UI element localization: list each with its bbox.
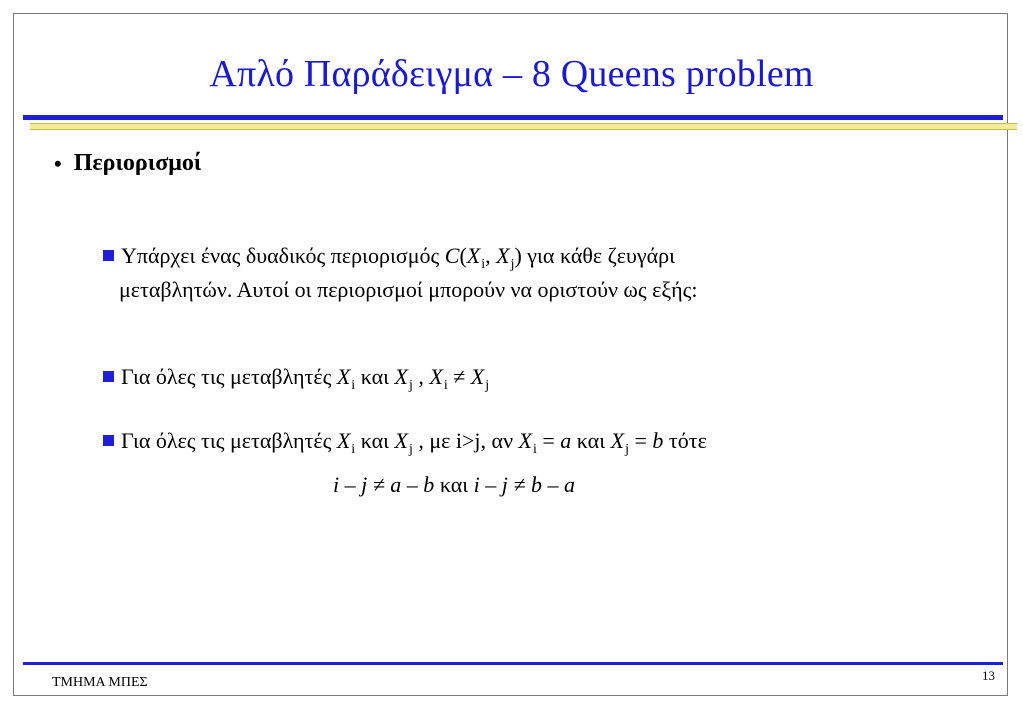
constraint-item-1: Υπάρχει ένας δυαδικός περιορισμός $C(X_i$, $X_j$) για κάθε ζευγάρι bbox=[103, 239, 675, 282]
footer-department: ΤΜΗΜΑ ΜΠΕΣ bbox=[52, 675, 148, 690]
title-accent-band bbox=[30, 123, 1017, 130]
title-underline bbox=[23, 115, 1003, 120]
square-bullet-icon bbox=[103, 435, 114, 446]
square-bullet-icon bbox=[103, 371, 114, 382]
square-bullet-icon bbox=[103, 250, 114, 261]
bullet-heading bbox=[54, 150, 201, 177]
bullet-dot-icon: • bbox=[54, 150, 62, 176]
constraint-formula: i – j ≠ a – b και i – j ≠ b – a bbox=[333, 472, 575, 497]
constraint-item-2: Για όλες τις μεταβλητές $X_i$ και $X_j$ , $X_i \ne X_j$ bbox=[103, 360, 489, 403]
heading-text: Περιορισμοί bbox=[73, 150, 202, 176]
page-number: 13 bbox=[982, 668, 995, 683]
constraint-item-3: Για όλες τις μεταβλητές $X_i$ και $X_j$ , με i>j, αν $X_i = a$ και $X_j = b$ τότε bbox=[103, 424, 707, 467]
constraint-item-1-line-2: μεταβλητών. Αυτοί οι περιορισμοί μπορούν να οριστούν ως εξής: bbox=[119, 277, 698, 302]
footer-rule bbox=[23, 662, 1003, 665]
slide-title: Απλό Παράδειγμα – 8 Queens problem bbox=[209, 53, 814, 95]
